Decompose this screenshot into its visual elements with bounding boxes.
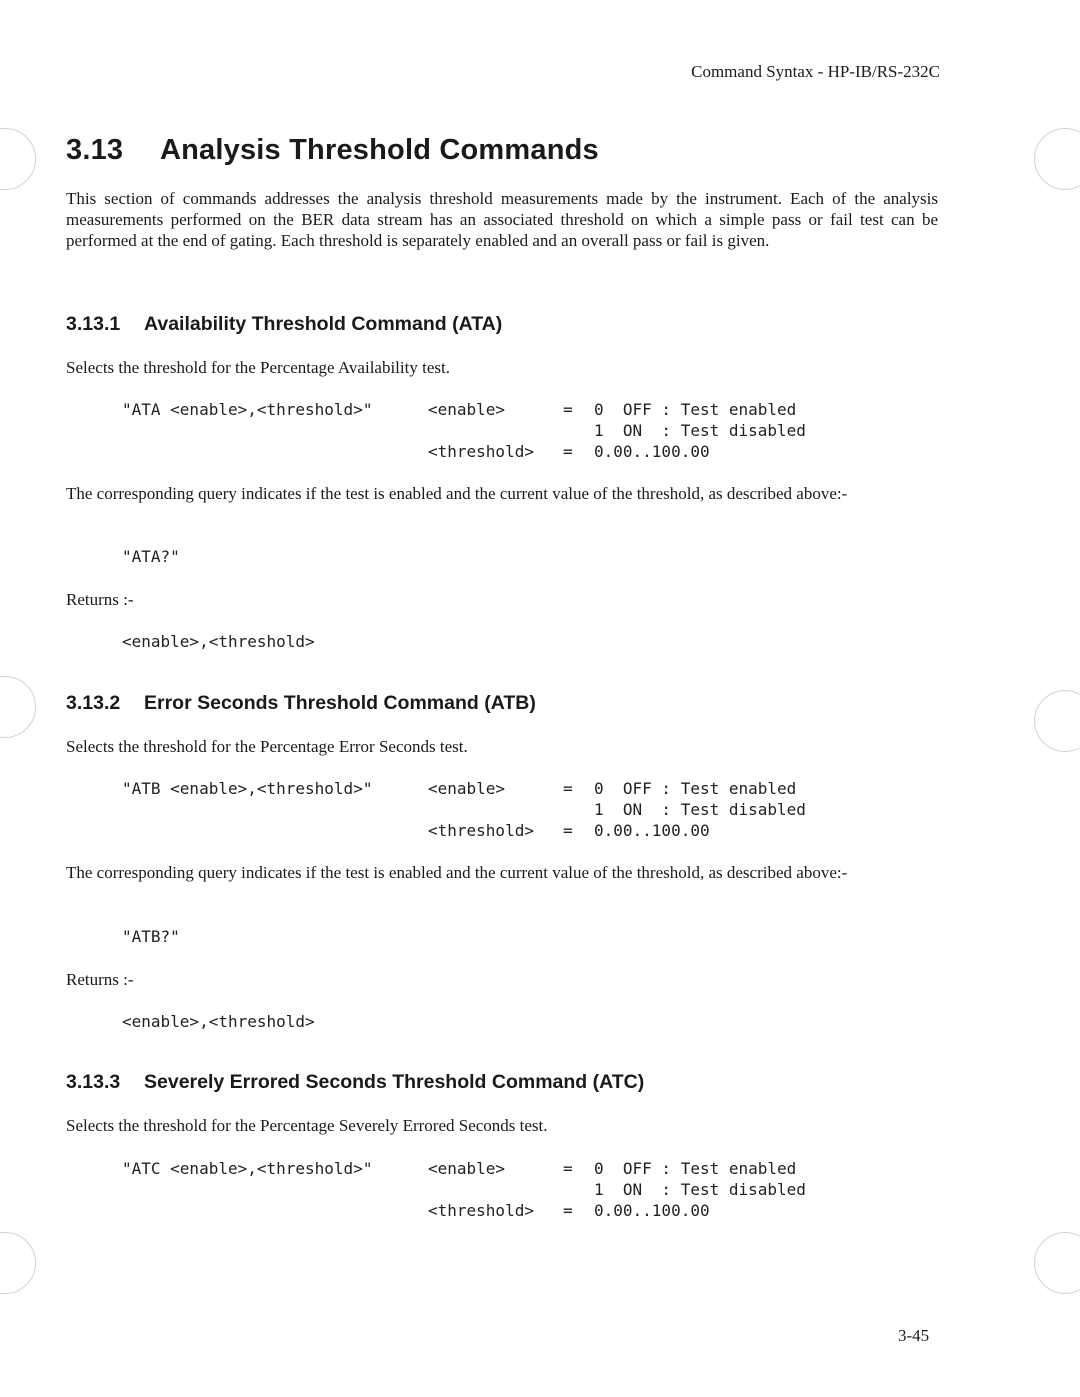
equals-sign: =	[563, 779, 573, 798]
enable-off-value: 0 OFF : Test enabled	[594, 1159, 797, 1178]
query-description: The corresponding query indicates if the test is enabled and the current value of the threshold, as described above:-	[66, 863, 848, 882]
threshold-range: 0.00..100.00	[594, 1201, 710, 1220]
subsection-title: Error Seconds Threshold Command (ATB)	[144, 692, 536, 714]
subsection-number: 3.13.3	[66, 1071, 121, 1093]
equals-sign: =	[563, 1201, 573, 1220]
scan-punch-hole-mark	[1034, 690, 1080, 752]
enable-on-value: 1 ON : Test disabled	[594, 1180, 806, 1199]
enable-off-value: 0 OFF : Test enabled	[594, 779, 797, 798]
query-command: "ATB?"	[122, 927, 180, 946]
section-intro: This section of commands addresses the analysis threshold measurements made by the instrument. Each of the analysis measurements performed on the BER data stream has an associated threshold on which a simple pass or fail test can be performed at the end of gating. Each threshold is separately enabled and an overall pass or fail is given.	[66, 189, 938, 250]
query-command: "ATA?"	[122, 547, 180, 566]
param-threshold: <threshold>	[428, 442, 534, 461]
subsection-description: Selects the threshold for the Percentage Error Seconds test.	[66, 737, 468, 756]
subsection-number: 3.13.1	[66, 313, 121, 335]
equals-sign: =	[563, 1159, 573, 1178]
query-description: The corresponding query indicates if the test is enabled and the current value of the threshold, as described above:-	[66, 484, 848, 503]
command-syntax: "ATA <enable>,<threshold>"	[122, 400, 373, 419]
param-threshold: <threshold>	[428, 821, 534, 840]
scan-punch-hole-mark	[0, 128, 36, 190]
equals-sign: =	[563, 442, 573, 461]
returns-label: Returns :-	[66, 590, 134, 609]
subsection-description: Selects the threshold for the Percentage Availability test.	[66, 358, 450, 377]
returns-value: <enable>,<threshold>	[122, 632, 315, 651]
enable-off-value: 0 OFF : Test enabled	[594, 400, 797, 419]
subsection-title: Availability Threshold Command (ATA)	[144, 313, 503, 335]
scan-punch-hole-mark	[0, 676, 36, 738]
enable-on-value: 1 ON : Test disabled	[594, 800, 806, 819]
command-syntax: "ATB <enable>,<threshold>"	[122, 779, 373, 798]
param-enable: <enable>	[428, 779, 506, 798]
threshold-range: 0.00..100.00	[594, 821, 710, 840]
param-threshold: <threshold>	[428, 1201, 534, 1220]
subsection-title: Severely Errored Seconds Threshold Command (ATC)	[144, 1071, 645, 1093]
section-number: 3.13	[66, 134, 124, 166]
scan-punch-hole-mark	[1034, 1232, 1080, 1294]
page-number: 3-45	[898, 1326, 930, 1345]
command-syntax: "ATC <enable>,<threshold>"	[122, 1159, 373, 1178]
enable-on-value: 1 ON : Test disabled	[594, 421, 806, 440]
threshold-range: 0.00..100.00	[594, 442, 710, 461]
subsection-number: 3.13.2	[66, 692, 121, 714]
returns-value: <enable>,<threshold>	[122, 1012, 315, 1031]
scan-punch-hole-mark	[0, 1232, 36, 1294]
subsection-description: Selects the threshold for the Percentage Severely Errored Seconds test.	[66, 1116, 548, 1135]
running-header: Command Syntax - HP-IB/RS-232C	[691, 62, 940, 81]
subsection-heading-ata	[66, 313, 502, 336]
equals-sign: =	[563, 400, 573, 419]
returns-label: Returns :-	[66, 970, 134, 989]
scan-punch-hole-mark	[1034, 128, 1080, 190]
section-heading	[66, 134, 599, 167]
subsection-heading-atc	[66, 1071, 644, 1094]
param-enable: <enable>	[428, 400, 506, 419]
section-title: Analysis Threshold Commands	[160, 134, 599, 166]
equals-sign: =	[563, 821, 573, 840]
subsection-heading-atb	[66, 692, 536, 715]
param-enable: <enable>	[428, 1159, 506, 1178]
